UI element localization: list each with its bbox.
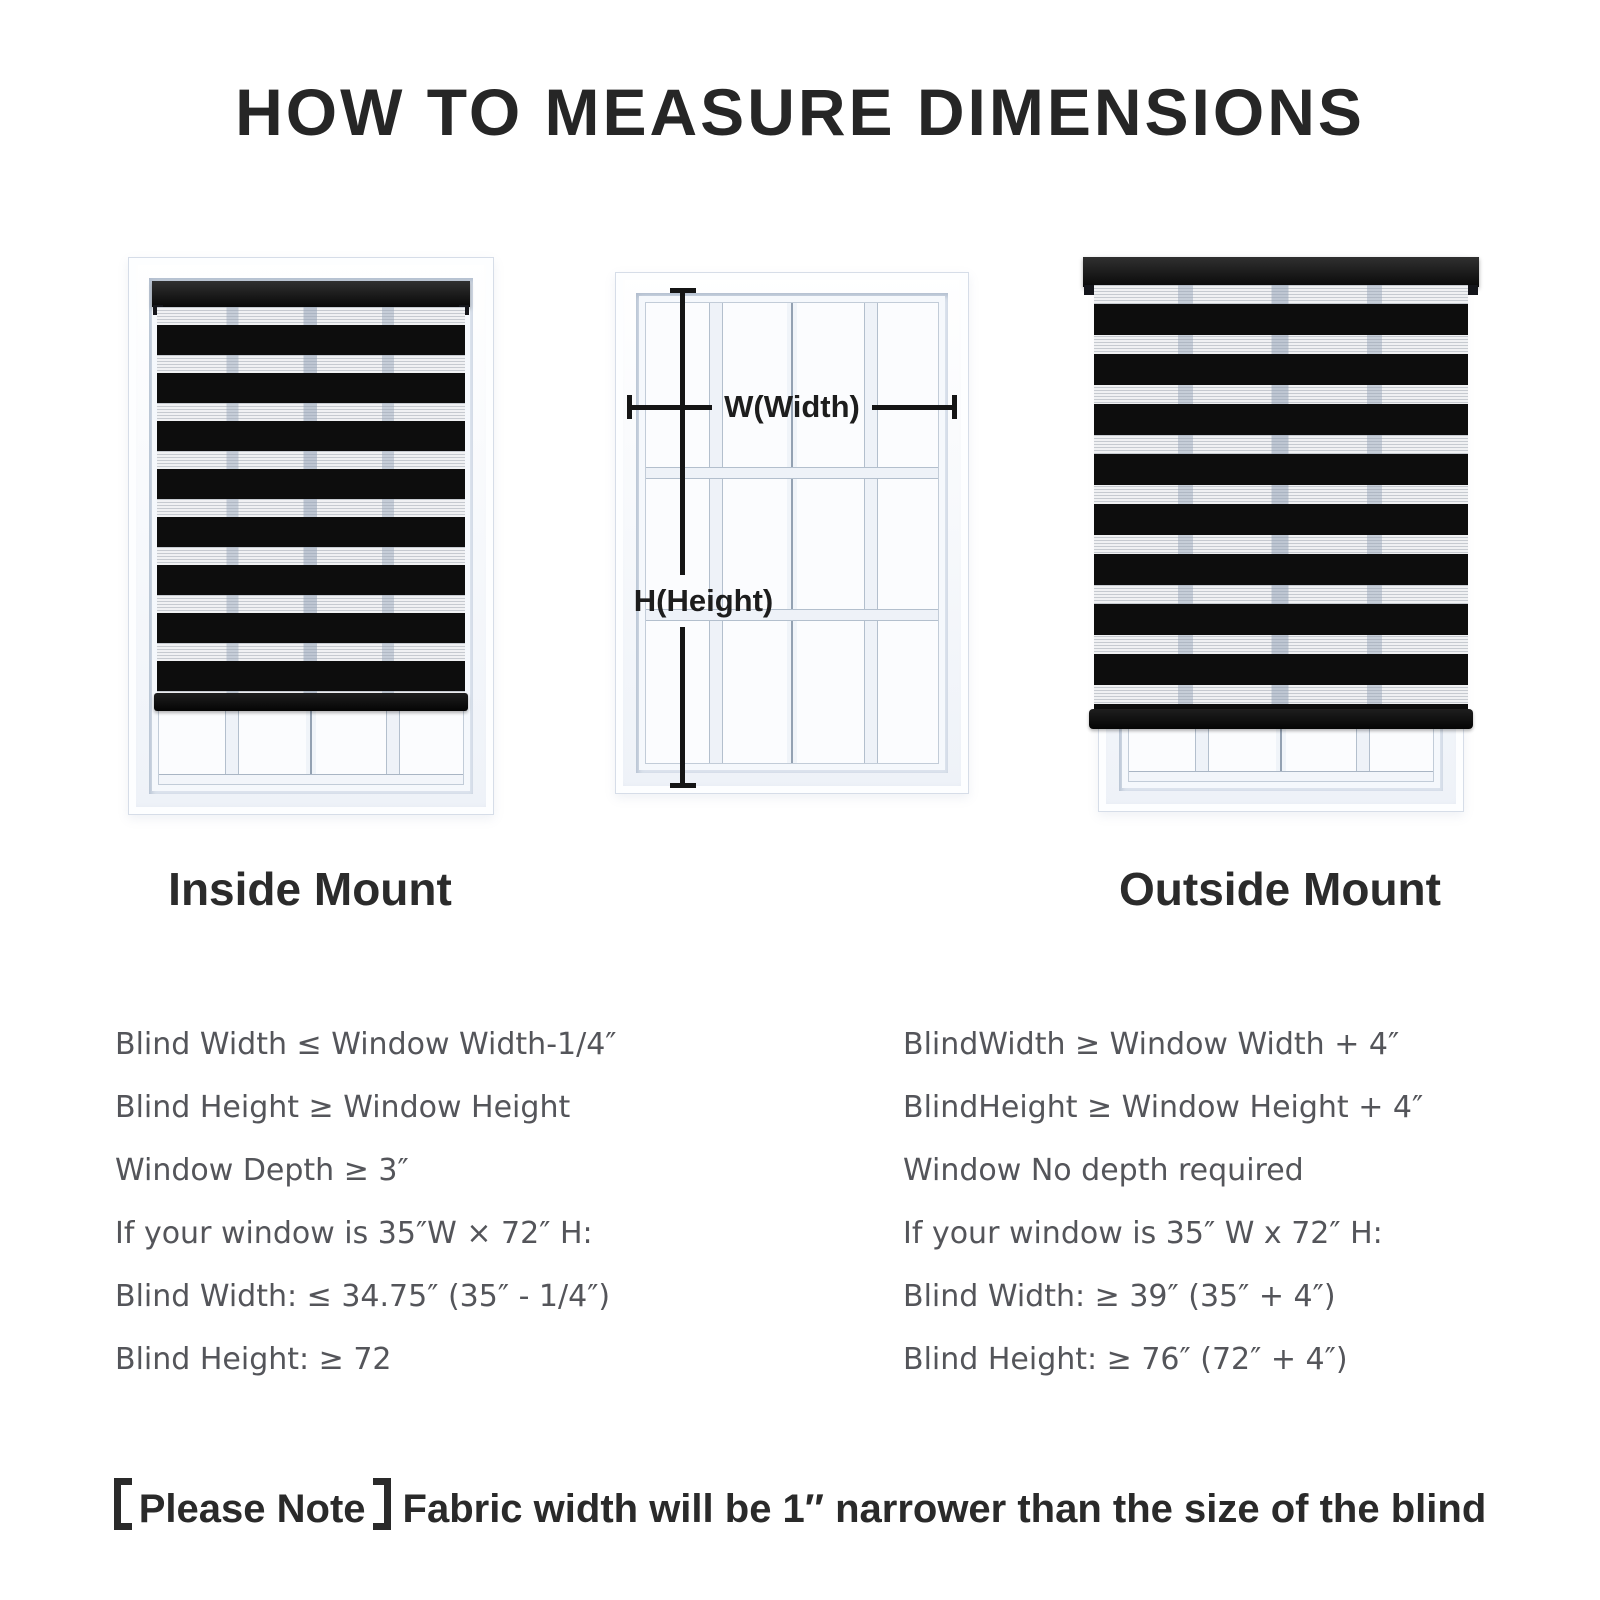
arrow-line [680,293,685,575]
rule-line: BlindWidth ≥ Window Width + 4″ [903,1027,1400,1062]
please-note-banner [0,1478,1600,1532]
rule-line: Blind Height: ≥ 72 [115,1342,392,1377]
arrow-end-cap [952,395,957,419]
measurement-window [615,272,969,794]
height-measure-arrow-icon [633,288,774,788]
blind-bottom-rail [1089,709,1473,729]
window-mullion [709,296,723,770]
zebra-blind-inside [152,281,470,711]
inside-mount-rules [115,1013,617,1391]
height-label: H(Height) [633,582,774,618]
note-text: Fabric width will be 1″ narrower than the size of the blind [402,1487,1487,1531]
zebra-blind-fabric [157,307,465,693]
window-center-mullion [787,296,797,770]
lenticular-bracket-close-icon [373,1478,391,1530]
rule-line: Window No depth required [903,1153,1304,1188]
window-glass [633,296,945,770]
zebra-blind-fabric [1094,285,1468,709]
width-measure-arrow-icon [627,389,957,424]
zebra-blind-outside [1083,257,1479,737]
window-glass [152,281,470,791]
rule-line: Window Depth ≥ 3″ [115,1153,409,1188]
window-recess [149,278,473,794]
rule-line: If your window is 35″W × 72″ H: [115,1216,593,1251]
window-recess [633,293,948,773]
rule-line: If your window is 35″ W x 72″ H: [903,1216,1383,1251]
blind-bottom-rail [154,693,468,711]
rule-line: Blind Height ≥ Window Height [115,1090,571,1125]
window-sash-bottom [1122,771,1440,788]
arrow-line [872,405,952,410]
arrow-line [632,405,712,410]
rule-line: Blind Width: ≤ 34.75″ (35″ - 1/4″) [115,1279,611,1314]
inside-mount-window [128,257,494,815]
rule-line: Blind Width ≤ Window Width-1/4″ [115,1027,617,1062]
window-mullion [864,296,878,770]
outside-mount-rules [903,1013,1423,1391]
rule-line: BlindHeight ≥ Window Height + 4″ [903,1090,1424,1125]
blind-valance [1083,257,1479,287]
arrow-end-cap [670,783,696,788]
rule-line: Blind Height: ≥ 76″ (72″ + 4″) [903,1342,1348,1377]
inside-mount-caption: Inside Mount [168,863,452,915]
note-label: Please Note [138,1487,366,1531]
outside-mount-window [1098,257,1464,812]
arrow-line [680,627,685,783]
outside-mount-caption: Outside Mount [1119,863,1441,915]
window-sash-bottom [152,774,470,791]
page-title: HOW TO MEASURE DIMENSIONS [235,75,1365,149]
width-label: W(Width) [724,389,860,424]
blind-valance [152,281,470,307]
lenticular-bracket-open-icon [114,1478,132,1530]
rule-line: Blind Width: ≥ 39″ (35″ + 4″) [903,1279,1336,1314]
